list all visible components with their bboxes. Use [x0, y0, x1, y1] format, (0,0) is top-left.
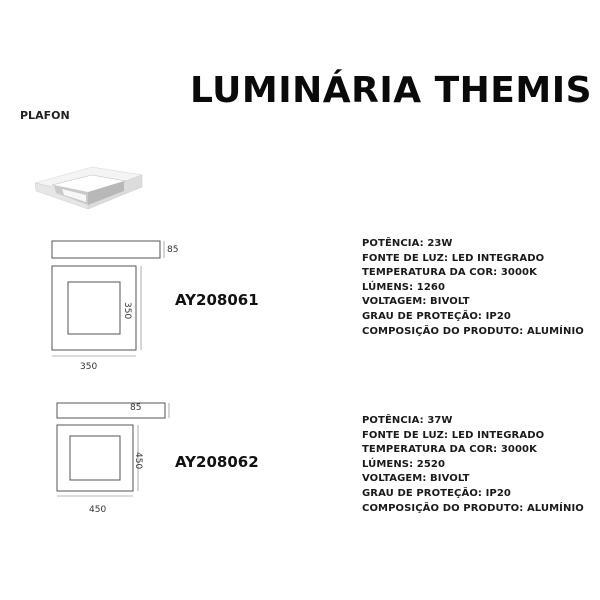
spec-lumens: LÚMENS: 2520 — [362, 458, 446, 470]
product-code: AY208062 — [175, 453, 259, 471]
product-image — [30, 145, 150, 225]
spec-protection: GRAU DE PROTEÇÃO: IP20 — [362, 487, 511, 499]
width-label: 350 — [80, 362, 98, 372]
height-label: 85 — [167, 245, 179, 255]
spec-voltage: VOLTAGEM: BIVOLT — [362, 473, 470, 485]
spec-list-2 — [362, 414, 584, 516]
product-code: AY208061 — [175, 291, 259, 309]
spec-material: COMPOSIÇÃO DO PRODUTO: ALUMÍNIO — [362, 325, 584, 337]
spec-color-temp: TEMPERATURA DA COR: 3000K — [362, 267, 537, 279]
height-label: 85 — [130, 403, 142, 413]
spec-list-1 — [362, 237, 584, 339]
category-label: PLAFON — [20, 109, 70, 122]
technical-drawing-1 — [40, 236, 179, 371]
top-view-outer — [57, 425, 133, 491]
spec-power: POTÊNCIA: 23W — [362, 238, 453, 249]
spec-material: COMPOSIÇÃO DO PRODUTO: ALUMÍNIO — [362, 502, 584, 514]
depth-label: 450 — [133, 452, 143, 470]
side-view — [57, 403, 165, 418]
top-view-inner — [70, 436, 120, 480]
technical-drawing-2 — [45, 400, 175, 510]
spec-color-temp: TEMPERATURA DA COR: 3000K — [362, 444, 537, 456]
spec-voltage: VOLTAGEM: BIVOLT — [362, 296, 470, 308]
depth-label: 350 — [122, 302, 132, 320]
spec-protection: GRAU DE PROTEÇÃO: IP20 — [362, 310, 511, 322]
top-view-inner — [68, 282, 120, 334]
spec-lumens: LÚMENS: 1260 — [362, 281, 446, 293]
width-label: 450 — [89, 505, 107, 515]
spec-light-source: FONTE DE LUZ: LED INTEGRADO — [362, 252, 545, 264]
spec-light-source: FONTE DE LUZ: LED INTEGRADO — [362, 429, 545, 441]
side-view — [52, 241, 160, 258]
spec-power: POTÊNCIA: 37W — [362, 415, 453, 426]
page-title: LUMINÁRIA THEMIS — [190, 70, 593, 111]
